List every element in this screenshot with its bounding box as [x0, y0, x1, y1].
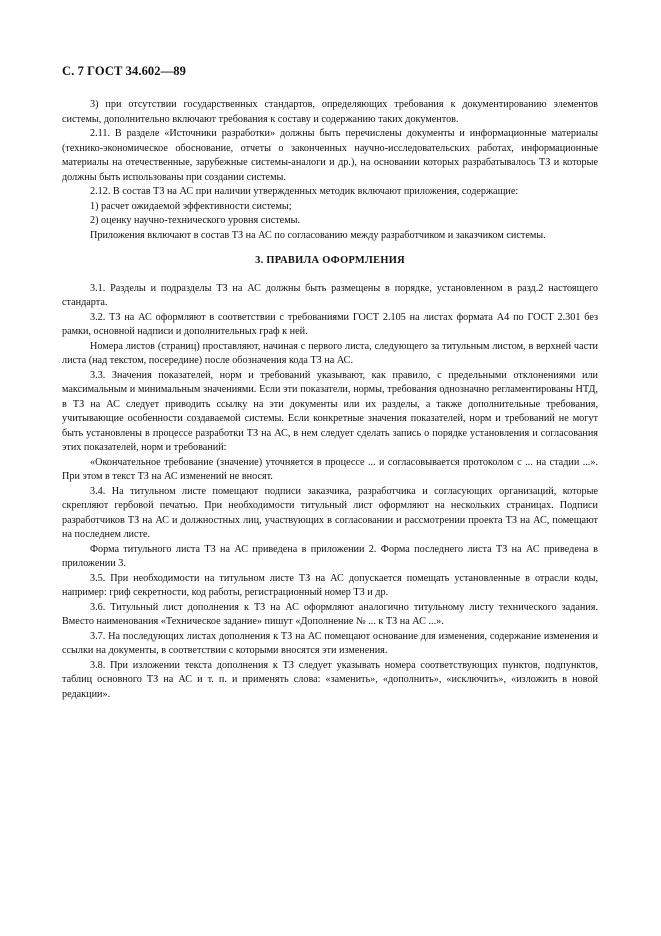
paragraph: Приложения включают в состав ТЗ на АС по согласованию между разработчиком и заказчиком системы. — [90, 229, 546, 241]
paragraph: 2.12. В состав ТЗ на АС при наличии утвержденных методик включают приложения, содержащие: — [90, 186, 519, 197]
paragraph: 3.4. На титульном листе помещают подписи заказчика, разработчика и согласующих организаций, которые скрепляют гербовой печатью. При необходимости титульный лист оформляют на нескольких страницах. Подписи разработчиков ТЗ на АС и должностных лиц, участвующих в согласовании и рассмотрении проекта ТЗ на АС, помещают на последнем листе. — [62, 485, 598, 540]
paragraph: 2.11. В разделе «Источники разработки» должны быть перечислены документы и информационные материалы (технико-экономическое обоснование, отчеты о законченных научно-исследовательских работах, информационные материалы на отечественные, зарубежные системы-аналоги и др.), на основании которых разрабатывалось ТЗ и которые должны быть использованы при создании системы. — [62, 128, 598, 183]
list-item: 2) оценку научно-технического уровня системы. — [90, 215, 301, 226]
paragraph: 3.1. Разделы и подразделы ТЗ на АС должны быть размещены в порядке, установленном в разд.2 настоящего стандарта. — [62, 282, 598, 308]
document-body — [62, 98, 598, 702]
paragraph: 3.5. При необходимости на титульном листе ТЗ на АС допускается помещать установленные в отрасли коды, например: гриф секретности, код работы, регистрационный номер ТЗ и др. — [62, 572, 598, 598]
paragraph: Номера листов (страниц) проставляют, начиная с первого листа, следующего за титульным листом, в верхней части листа (над текстом, посередине) после обозначения кода ТЗ на АС. — [62, 340, 598, 366]
paragraph: 3.2. ТЗ на АС оформляют в соответствии с требованиями ГОСТ 2.105 на листах формата А4 по ГОСТ 2.301 без рамки, основной надписи и дополнительных граф к ней. — [62, 311, 598, 337]
paragraph: Форма титульного листа ТЗ на АС приведена в приложении 2. Форма последнего листа ТЗ на АС приведена в приложении 3. — [62, 543, 598, 569]
paragraph: 3) при отсутствии государственных стандартов, определяющих требования к документированию элементов системы, дополнительно включают требования к составу и содержанию таких документов. — [62, 99, 598, 125]
section-heading: 3. ПРАВИЛА ОФОРМЛЕНИЯ — [255, 255, 405, 266]
paragraph: 3.3. Значения показателей, норм и требований указывают, как правило, с предельными отклонениями или максимальным и минимальным значениями. Если эти показатели, нормы, требования однозначно регламентированы НТД, в ТЗ на АС следует приводить ссылку на эти документы или их разделы, а также дополнительные требования, учитывающие особенности создаваемой системы. Если конкретные значения показателей, норм и требований не могут быть установлены в процессе разработки ТЗ на АС, в нем следует сделать запись о порядке установления и согласования этих показателей, норм и требований: — [62, 369, 598, 453]
page-header: С. 7 ГОСТ 34.602—89 — [62, 64, 186, 78]
paragraph: 3.7. На последующих листах дополнения к ТЗ на АС помещают основание для изменения, содержание изменения и ссылки на документы, в соответствии с которыми вносятся эти изменения. — [62, 630, 598, 656]
list-item: 1) расчет ожидаемой эффективности системы; — [90, 200, 292, 212]
paragraph: 3.8. При изложении текста дополнения к ТЗ следует указывать номера соответствующих пунктов, подпунктов, таблиц основного ТЗ на АС и т. п. и применять слова: «заменить», «дополнить», «исключить», «изложить в новой редакции». — [62, 659, 598, 700]
paragraph: «Окончательное требование (значение) уточняется в процессе ... и согласовывается протоколом с ... на стадии ...». При этом в текст ТЗ на АС изменений не вносят. — [62, 456, 598, 482]
paragraph: 3.6. Титульный лист дополнения к ТЗ на АС оформляют аналогично титульному листу технического задания. Вместо наименования «Техническое задание» пишут «Дополнение № ... к ТЗ на АС ...». — [62, 601, 598, 627]
